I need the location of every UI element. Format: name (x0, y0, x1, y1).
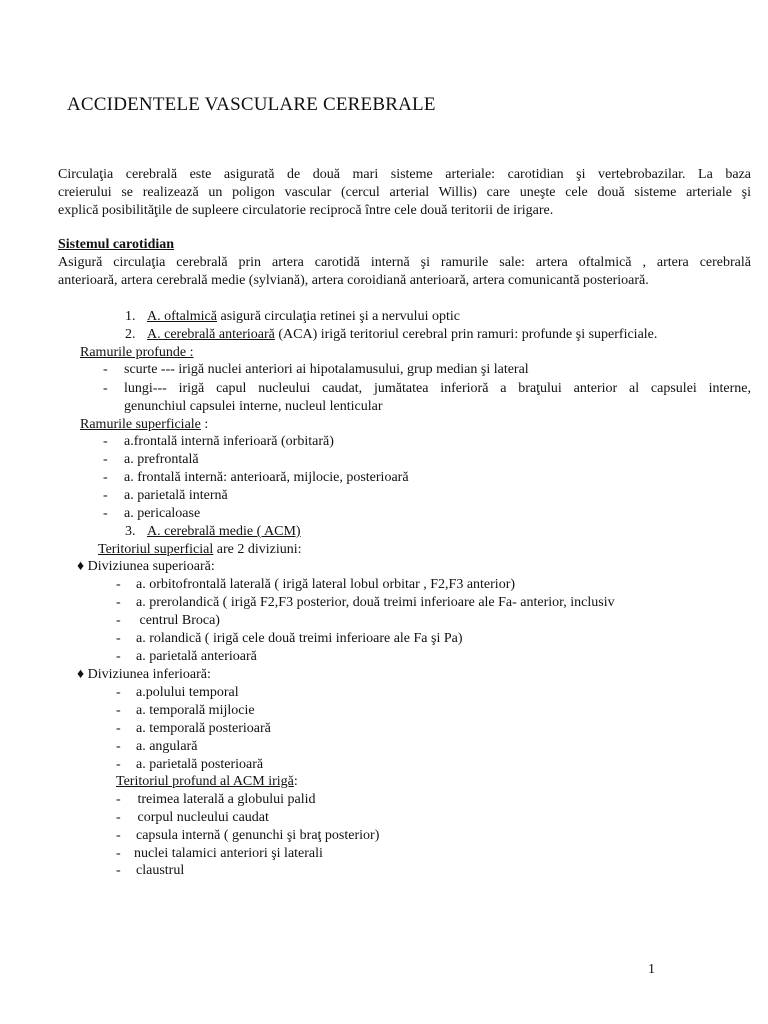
dash-bullet: - (103, 434, 108, 449)
section-intro-paragraph (58, 254, 751, 290)
heading-label: Teritoriul profund al ACM irigă (116, 774, 294, 789)
heading-suffix: : (293, 774, 298, 789)
dash-bullet: - (116, 721, 121, 736)
list-item-cerebrala-medie: A. cerebrală medie ( ACM) (147, 524, 301, 539)
list-item: a. angulară (136, 739, 198, 754)
dash-bullet: - (116, 846, 121, 861)
section-intro-line: anterioară, artera cerebrală medie (sylviană), artera coroidiană anterioară, artera comunicantă posterioară. (58, 273, 649, 288)
artery-desc: (ACA) irigă teritoriul cerebral prin ramuri: profunde şi superficiale. (274, 327, 658, 342)
diviziunea-superioara-heading: ♦ Diviziunea superioară: (77, 559, 215, 574)
section-intro-line: Asigură circulaţia cerebrală prin artera carotidă internă şi ramurile sale: artera oftalmică , artera cerebrală (58, 255, 751, 270)
list-item (124, 380, 751, 416)
intro-line: Circulaţia cerebrală este asigurată de două mari sisteme arteriale: carotidian şi vertebrobazilar. La baza (58, 167, 751, 182)
section-heading: Sistemul carotidian (58, 237, 175, 252)
dash-bullet: - (116, 703, 121, 718)
dash-bullet: - (103, 488, 108, 503)
list-item: a. temporală posterioară (136, 721, 271, 736)
list-item: a. temporală mijlocie (136, 703, 255, 718)
intro-line: explică posibilităţile de supleere circulatorie reciprocă între cele două teritorii de irigare. (58, 203, 554, 218)
list-number: 1. (125, 309, 136, 324)
list-item: nuclei talamici anteriori şi laterali (134, 846, 323, 861)
list-item: a. prerolandică ( irigă F2,F3 posterior, două treimi inferioare ale Fa- anterior, inclusiv (136, 595, 615, 610)
list-item: a. frontală internă: anterioară, mijlocie, posterioară (124, 470, 409, 485)
list-item: a. parietală anterioară (136, 649, 257, 664)
ramurile-superficiale-heading (80, 416, 208, 434)
dash-bullet: - (116, 577, 121, 592)
diviziunea-inferioara-heading: ♦ Diviziunea inferioară: (77, 667, 211, 682)
dash-bullet: - (103, 362, 108, 377)
ramurile-profunde-heading: Ramurile profunde : (80, 345, 194, 360)
dash-bullet: - (103, 452, 108, 467)
list-item-line: lungi--- irigă capul nucleului caudat, jumătatea inferioră a braţului anterior al capsulei interne, (124, 381, 751, 396)
list-item: a. parietală internă (124, 488, 228, 503)
dash-bullet: - (103, 506, 108, 521)
heading-label: Teritoriul superficial (98, 542, 214, 557)
dash-bullet: - (116, 792, 121, 807)
list-item: a. parietală posterioară (136, 757, 264, 772)
heading-label: Ramurile superficiale (80, 417, 201, 432)
heading-text: are 2 diviziuni: (213, 542, 302, 557)
dash-bullet: - (116, 739, 121, 754)
dash-bullet: - (116, 613, 121, 628)
heading-suffix: : (200, 417, 209, 432)
list-item: a. rolandică ( irigă cele două treimi inferioare ale Fa şi Pa) (136, 631, 463, 646)
list-item: a.polului temporal (136, 685, 239, 700)
intro-line: creierului se realizează un poligon vascular (cercul arterial Willis) care uneşte cele două sisteme arteriale şi (58, 185, 751, 200)
dash-bullet: - (116, 595, 121, 610)
list-item-cerebrala-anterioara (147, 326, 657, 344)
artery-label: A. cerebrală anterioară (147, 327, 275, 342)
dash-bullet: - (116, 863, 121, 878)
list-item: centrul Broca) (136, 613, 220, 628)
list-item: treimea laterală a globului palid (134, 792, 316, 807)
dash-bullet: - (103, 470, 108, 485)
list-number: 2. (125, 327, 136, 342)
dash-bullet: - (116, 649, 121, 664)
list-item: scurte --- irigă nuclei anteriori ai hipotalamusului, grup median şi lateral (124, 362, 529, 377)
teritoriul-superficial-heading (98, 541, 302, 559)
page-number: 1 (648, 962, 655, 977)
list-item-line: genunchiul capsulei interne, nucleul lenticular (124, 399, 383, 414)
artery-label: A. oftalmică (147, 309, 217, 324)
list-item: a. prefrontală (124, 452, 199, 467)
document-title: ACCIDENTELE VASCULARE CEREBRALE (67, 94, 436, 115)
list-number: 3. (125, 524, 136, 539)
list-item: a. orbitofrontală laterală ( irigă lateral lobul orbitar , F2,F3 anterior) (136, 577, 516, 592)
dash-bullet: - (116, 685, 121, 700)
list-item: a. pericaloase (124, 506, 201, 521)
teritoriul-profund-heading (116, 773, 298, 791)
artery-desc: asigură circulaţia retinei şi a nervului optic (216, 309, 460, 324)
list-item: capsula internă ( genunchi şi braţ posterior) (136, 828, 380, 843)
dash-bullet: - (103, 381, 108, 396)
dash-bullet: - (116, 757, 121, 772)
dash-bullet: - (116, 810, 121, 825)
list-item: corpul nucleului caudat (134, 810, 269, 825)
list-item: a.frontală internă inferioară (orbitară) (124, 434, 334, 449)
dash-bullet: - (116, 631, 121, 646)
intro-paragraph (58, 166, 751, 220)
list-item-oftalmica (147, 308, 460, 326)
dash-bullet: - (116, 828, 121, 843)
list-item: claustrul (136, 863, 185, 878)
